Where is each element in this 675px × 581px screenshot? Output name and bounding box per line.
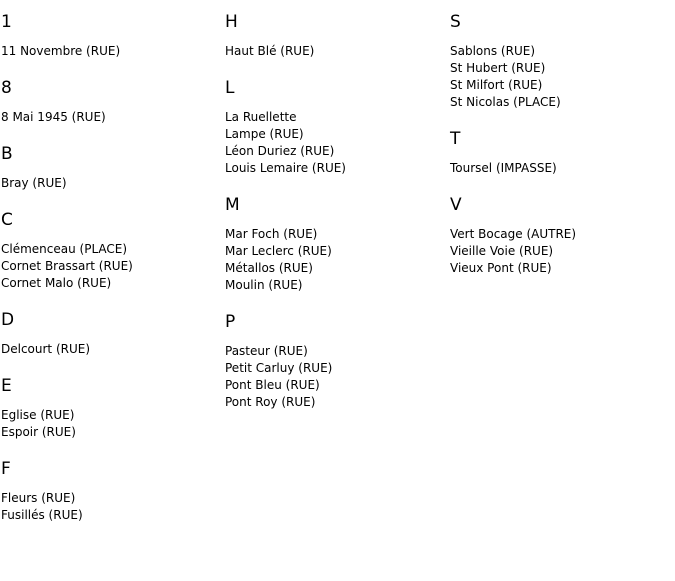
- street-item[interactable]: 11 Novembre (RUE): [1, 44, 121, 58]
- street-item[interactable]: Delcourt (RUE): [1, 342, 91, 356]
- letter-group-e: [1, 376, 221, 441]
- street-item[interactable]: Vert Bocage (AUTRE): [450, 227, 577, 241]
- street-item[interactable]: Vieille Voie (RUE): [450, 244, 554, 258]
- group-letter: T: [450, 129, 461, 149]
- street-item[interactable]: St Nicolas (PLACE): [450, 95, 561, 109]
- street-item[interactable]: St Hubert (RUE): [450, 61, 546, 75]
- group-letter: 8: [1, 78, 12, 98]
- street-item[interactable]: Métallos (RUE): [225, 261, 313, 275]
- street-list: [1, 407, 221, 441]
- group-letter: C: [1, 210, 13, 230]
- group-letter: E: [1, 376, 12, 396]
- street-list: [225, 226, 445, 294]
- group-letter: S: [450, 12, 461, 32]
- street-item[interactable]: Petit Carluy (RUE): [225, 361, 333, 375]
- group-letter: L: [225, 78, 235, 98]
- street-item[interactable]: 8 Mai 1945 (RUE): [1, 110, 106, 124]
- group-letter: V: [450, 195, 462, 215]
- letter-group-s: [450, 12, 670, 111]
- group-letter: M: [225, 195, 240, 215]
- letter-group-v: [450, 195, 670, 277]
- street-item[interactable]: Pasteur (RUE): [225, 344, 308, 358]
- street-list: [1, 43, 221, 60]
- street-item[interactable]: Mar Foch (RUE): [225, 227, 318, 241]
- street-item[interactable]: Vieux Pont (RUE): [450, 261, 552, 275]
- index-column-3: [450, 12, 670, 295]
- street-item[interactable]: Moulin (RUE): [225, 278, 303, 292]
- street-item[interactable]: Pont Bleu (RUE): [225, 378, 320, 392]
- letter-group-b: [1, 144, 221, 192]
- street-item[interactable]: Cornet Malo (RUE): [1, 276, 112, 290]
- street-list: [1, 175, 221, 192]
- group-letter: P: [225, 312, 236, 332]
- group-letter: 1: [1, 12, 12, 32]
- letter-group-f: [1, 459, 221, 524]
- street-item[interactable]: Léon Duriez (RUE): [225, 144, 335, 158]
- street-list: [450, 43, 670, 111]
- street-item[interactable]: La Ruellette: [225, 110, 297, 124]
- street-item[interactable]: St Milfort (RUE): [450, 78, 543, 92]
- group-letter: F: [1, 459, 11, 479]
- index-column-1: [1, 12, 221, 542]
- street-item[interactable]: Sablons (RUE): [450, 44, 536, 58]
- street-item[interactable]: Fusillés (RUE): [1, 508, 83, 522]
- street-item[interactable]: Mar Leclerc (RUE): [225, 244, 332, 258]
- street-list: [225, 43, 445, 60]
- street-item[interactable]: Eglise (RUE): [1, 408, 75, 422]
- street-item[interactable]: Louis Lemaire (RUE): [225, 161, 346, 175]
- street-item[interactable]: Cornet Brassart (RUE): [1, 259, 133, 273]
- street-item[interactable]: Haut Blé (RUE): [225, 44, 315, 58]
- letter-group-8: [1, 78, 221, 126]
- letter-group-t: [450, 129, 670, 177]
- group-letter: H: [225, 12, 238, 32]
- street-item[interactable]: Espoir (RUE): [1, 425, 76, 439]
- street-item[interactable]: Lampe (RUE): [225, 127, 304, 141]
- street-list: [450, 160, 670, 177]
- street-item[interactable]: Bray (RUE): [1, 176, 67, 190]
- street-item[interactable]: Pont Roy (RUE): [225, 395, 316, 409]
- street-item[interactable]: Fleurs (RUE): [1, 491, 76, 505]
- street-list: [1, 241, 221, 292]
- letter-group-h: [225, 12, 445, 60]
- letter-group-p: [225, 312, 445, 411]
- street-list: [225, 109, 445, 177]
- street-item[interactable]: Toursel (IMPASSE): [450, 161, 557, 175]
- street-list: [225, 343, 445, 411]
- street-item[interactable]: Clémenceau (PLACE): [1, 242, 128, 256]
- street-list: [1, 341, 221, 358]
- letter-group-d: [1, 310, 221, 358]
- street-list: [450, 226, 670, 277]
- group-letter: B: [1, 144, 13, 164]
- letter-group-c: [1, 210, 221, 292]
- street-list: [1, 490, 221, 524]
- letter-group-1: [1, 12, 221, 60]
- index-column-2: [225, 12, 445, 429]
- group-letter: D: [1, 310, 15, 330]
- street-list: [1, 109, 221, 126]
- letter-group-l: [225, 78, 445, 177]
- letter-group-m: [225, 195, 445, 294]
